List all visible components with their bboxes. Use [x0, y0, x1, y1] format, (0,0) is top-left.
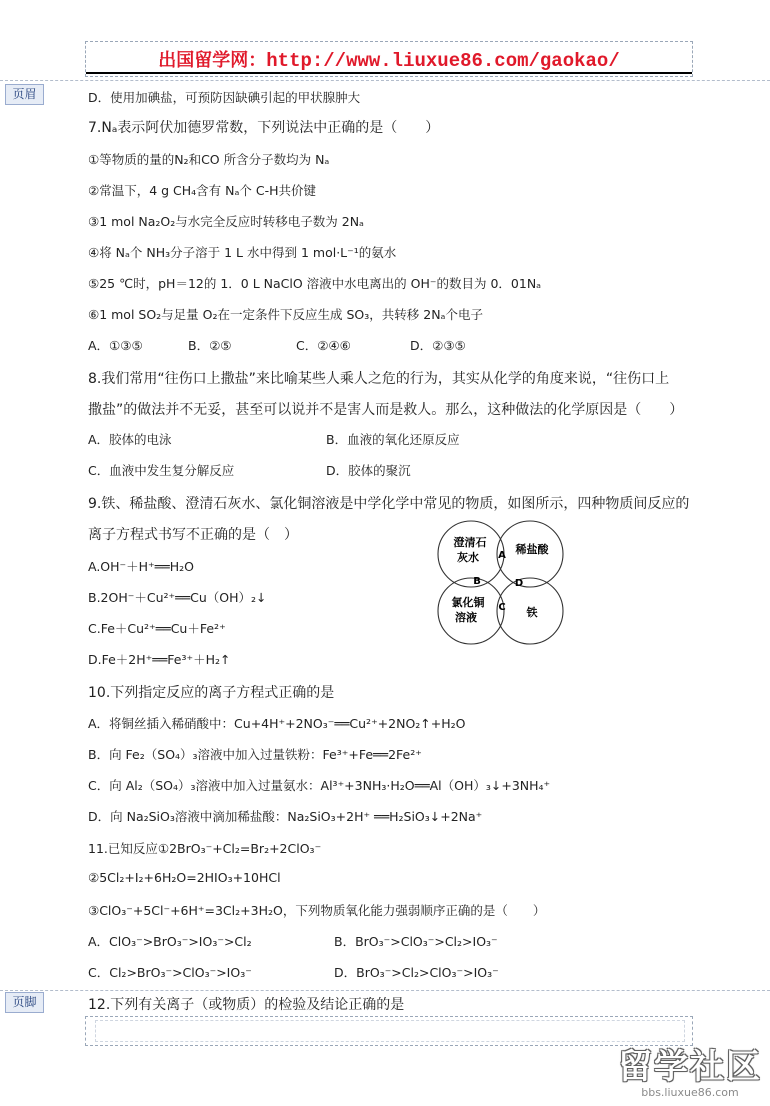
header-banner [86, 46, 692, 72]
q11-option-b: B．BrO₃⁻>ClO₃⁻>Cl₂>IO₃⁻ [334, 934, 498, 949]
q11-reaction-3: ③ClO₃⁻+5Cl⁻+6H⁺=3Cl₂+3H₂O，下列物质氧化能力强弱顺序正确的是（ ） [88, 903, 546, 918]
q7-statement-1: ①等物质的量的N₂和CO 所含分子数均为 Nₐ [88, 152, 330, 167]
header-rule [86, 72, 692, 74]
q9-option-b: B.2OH⁻＋Cu²⁺══Cu（OH）₂↓ [88, 590, 267, 605]
q7-statement-4: ④将 Nₐ个 NH₃分子溶于 1 L 水中得到 1 mol·L⁻¹的氨水 [88, 245, 397, 260]
question-8-line-1: 8.我们常用“往伤口上撒盐”来比喻某些人乘人之危的行为，其实从化学的角度来说，“往伤口上 [88, 371, 670, 387]
venn-label-hcl: 稀盐酸 [515, 543, 549, 556]
q8-option-b: B．血液的氧化还原反应 [326, 432, 460, 447]
venn-region-a: A [498, 550, 506, 561]
question-10: 10.下列指定反应的离子方程式正确的是 [88, 685, 335, 701]
header-tag[interactable]: 页眉 [5, 84, 44, 105]
q7-statement-5: ⑤25 ℃时，pH＝12的 1．0 L NaClO 溶液中水电离出的 OH⁻的数目为 0．01Nₐ [88, 276, 542, 291]
q7-option-d: D．②③⑤ [410, 338, 466, 353]
question-8-line-2: 撒盐”的做法并不无妥，甚至可以说并不是害人而是救人。那么，这种做法的化学原因是（ ） [88, 402, 684, 418]
venn-label-cucl2-1: 氯化铜 [451, 596, 485, 609]
q7-option-a: A．①③⑤ [88, 338, 143, 353]
site-url-link[interactable]: http://www.liuxue86.com/gaokao/ [266, 50, 620, 72]
question-9-line-1: 9.铁、稀盐酸、澄清石灰水、氯化铜溶液是中学化学中常见的物质，如图所示，四种物质间反应的 [88, 496, 690, 512]
venn-region-c: C [498, 602, 506, 613]
venn-label-limewater-1: 澄清石 [453, 536, 487, 549]
question-11: 11.已知反应①2BrO₃⁻+Cl₂=Br₂+2ClO₃⁻ [88, 841, 322, 856]
q7-option-b: B．②⑤ [188, 338, 232, 353]
watermark-url: bbs.liuxue86.com [641, 1086, 739, 1099]
option-d-line: D．使用加碘盐，可预防因缺碘引起的甲状腺肿大 [88, 90, 361, 105]
q11-option-d: D．BrO₃⁻>Cl₂>ClO₃⁻>IO₃⁻ [334, 965, 499, 980]
q9-option-a: A.OH⁻＋H⁺══H₂O [88, 559, 194, 574]
q11-reaction-2: ②5Cl₂+I₂+6H₂O=2HIO₃+10HCl [88, 870, 281, 885]
venn-diagram [436, 518, 568, 648]
venn-label-limewater-2: 灰水 [457, 551, 479, 564]
footer-separator [0, 990, 770, 991]
q9-option-c: C.Fe＋Cu²⁺══Cu＋Fe²⁺ [88, 621, 226, 636]
venn-label-cucl2-2: 溶液 [455, 611, 477, 624]
q7-statement-6: ⑥1 mol SO₂与足量 O₂在一定条件下反应生成 SO₃，共转移 2Nₐ个电子 [88, 307, 483, 322]
q10-option-d: D．向 Na₂SiO₃溶液中滴加稀盐酸：Na₂SiO₃+2H⁺ ══H₂SiO₃↓+2Na⁺ [88, 809, 483, 824]
watermark-logo [618, 1048, 762, 1099]
q10-option-c: C．向 Al₂（SO₄）₃溶液中加入过量氨水：Al³⁺+3NH₃·H₂O══Al（OH）₃↓+3NH₄⁺ [88, 778, 551, 793]
q8-option-a: A．胶体的电泳 [88, 432, 172, 447]
q7-option-c: C．②④⑥ [296, 338, 351, 353]
q10-option-a: A．将铜丝插入稀硝酸中：Cu+4H⁺+2NO₃⁻══Cu²⁺+2NO₂↑+H₂O [88, 716, 466, 731]
q11-option-c: C．Cl₂>BrO₃⁻>ClO₃⁻>IO₃⁻ [88, 965, 252, 980]
q8-option-c: C．血液中发生复分解反应 [88, 463, 235, 478]
site-name: 出国留学网： [158, 50, 267, 71]
venn-region-b: B [473, 576, 481, 587]
watermark-title: 留学社区 [618, 1047, 762, 1087]
footer-tag[interactable]: 页脚 [5, 992, 44, 1013]
q7-statement-2: ②常温下，4 g CH₄含有 Nₐ个 C-H共价键 [88, 183, 317, 198]
question-9-line-2: 离子方程式书写不正确的是（ ） [88, 527, 298, 543]
q8-option-d: D．胶体的聚沉 [326, 463, 411, 478]
venn-region-d: D [514, 578, 524, 589]
q7-statement-3: ③1 mol Na₂O₂与水完全反应时转移电子数为 2Nₐ [88, 214, 364, 229]
q11-option-a: A．ClO₃⁻>BrO₃⁻>IO₃⁻>Cl₂ [88, 934, 252, 949]
footer-inner-box [95, 1020, 685, 1042]
header-separator [0, 80, 770, 81]
q9-option-d: D.Fe＋2H⁺══Fe³⁺＋H₂↑ [88, 652, 231, 667]
q10-option-b: B．向 Fe₂（SO₄）₃溶液中加入过量铁粉：Fe³⁺+Fe══2Fe²⁺ [88, 747, 422, 762]
question-7: 7.Nₐ表示阿伏加德罗常数，下列说法中正确的是（ ） [88, 120, 440, 136]
venn-label-iron: 铁 [526, 606, 538, 619]
question-12: 12.下列有关离子（或物质）的检验及结论正确的是 [88, 997, 405, 1013]
